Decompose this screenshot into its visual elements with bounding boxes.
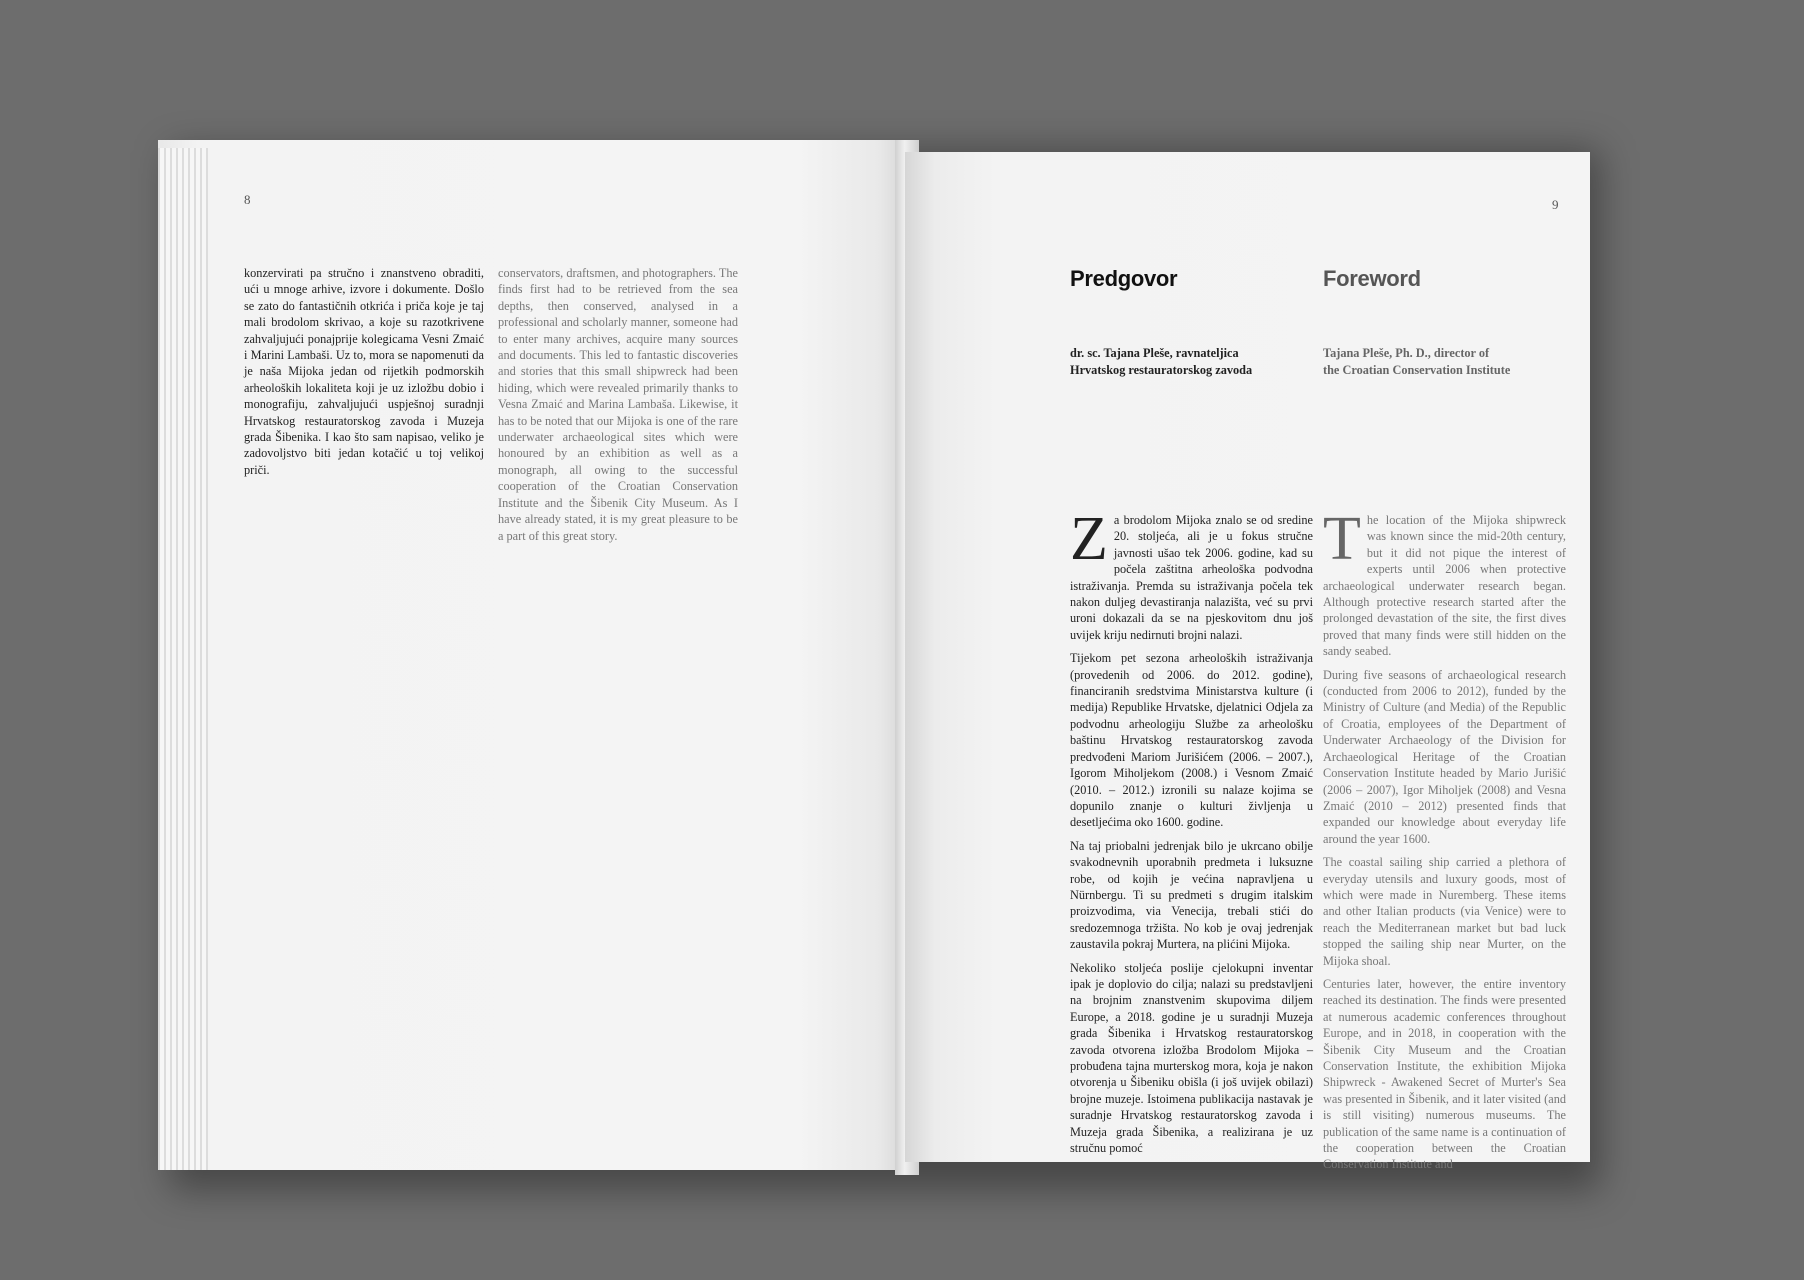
- hr-paragraph-3: Na taj priobalni jedrenjak bilo je ukrcano obilje svakodnevnih uporabnih predmeta i luksuzne robe, od kojih je većina napravljena u Nürnbergu. Ti su predmeti s drugim italskim proizvodima, via Venecija, trebali stići do sredozemnoga tržišta. No kob je ovaj jedrenjak zaustavila pokraj Murtera, na plićini Mijoka.: [1070, 838, 1313, 952]
- en-paragraph-1: [1323, 505, 1566, 660]
- author-english: [1323, 345, 1568, 379]
- hr-paragraph-2: Tijekom pet sezona arheoloških istraživanja (provedenih od 2006. do 2012. godine), financiranih sredstvima Ministarstva kulture (i medija) Republike Hrvatske, djelatnici Odjela za podvodnu arheologiju Službe za arheološku baštinu Hrvatskog restauratorskog zavoda predvođeni Mariom Jurišićem (2006. – 2007.), Igorom Miholjekom (2008.) i Vesnom Zmaić (2010. – 2012.) izronili su nalaze kojima se dopunilo znanje o kulturi življenja u desetljećima oko 1600. godine.: [1070, 651, 1313, 830]
- left-page: [158, 140, 903, 1170]
- dropcap-z: Z: [1070, 505, 1108, 573]
- author-hr-line2: Hrvatskog restauratorskog zavoda: [1070, 363, 1253, 377]
- en-paragraph-1-text: he location of the Mijoka shipwreck was known since the mid-20th century, but it did not pique the interest of experts until 2006 when protective archaeological underwater research began. Although protective research started after the prolonged devastation of the site, the first dives proved that many finds were still hidden on the sandy seabed.: [1323, 513, 1566, 659]
- page-number-right: 9: [1552, 197, 1559, 212]
- body-column-english: [1323, 505, 1566, 1180]
- hr-paragraph-1: [1070, 505, 1313, 643]
- heading-predgovor: Predgovor: [1070, 266, 1178, 291]
- author-en-line1: Tajana Pleše, Ph. D., director of: [1323, 346, 1490, 360]
- right-page: [905, 152, 1590, 1172]
- hr-paragraph-4: Nekoliko stoljeća poslije cjelokupni inventar ipak je doplovio do cilja; nalazi su predstavljeni na brojnim znanstvenim skupovima diljem Europe, a 2018. godine je u suradnji Muzeja grada Šibenika i Hrvatskog restauratorskog zavoda otvorena izložba Brodolom Mijoka – probuđena tajna murterskog mora, koja je nakon otvorenja u Šibeniku obišla (i još uvijek obilazi) brojne muzeje. Istoimena publikacija nastavak je suradnje Hrvatskog restauratorskog zavoda i Muzeja grada Šibenika, a realizirana je uz stručnu pomoć: [1070, 960, 1313, 1156]
- left-column-english: [498, 265, 738, 551]
- left-col2-paragraph: conservators, draftsmen, and photographers. The finds first had to be retrieved from the sea depths, then conserved, analysed in a professional and scholarly manner, someone had to enter many archives, acquire many sources and documents. This led to fantastic discoveries and stories that this small shipwreck had been hiding, which were revealed primarily thanks to Vesna Zmaić and Marina Lambaša. Likewise, it has to be noted that our Mijoka is one of the rare underwater archaeological sites which were honoured by an exhibition as well as a monograph, all owing to the successful cooperation of the Croatian Conservation Institute and the Šibenik City Museum. As I have already stated, it is my great pleasure to be a part of this great story.: [498, 266, 738, 543]
- page-number-left: 8: [244, 192, 251, 207]
- left-column-croatian: [244, 265, 484, 485]
- en-paragraph-2: During five seasons of archaeological research (conducted from 2006 to 2012), funded by the Ministry of Culture (and Media) of the Republic of Croatia, employees of the Department of Underwater Archaeology of the Division for Archaeological Heritage of the Croatian Conservation Institute headed by Mario Jurišić (2006 – 2007), Igor Miholjek (2008) and Vesna Zmaić (2010 – 2012) presented finds that expanded our knowledge about everyday life around the year 1600.: [1323, 667, 1566, 846]
- heading-foreword: Foreword: [1323, 266, 1421, 291]
- author-en-line2: the Croatian Conservation Institute: [1323, 363, 1511, 377]
- left-col1-paragraph: konzervirati pa stručno i znanstveno obraditi, ući u mnoge arhive, izvore i dokumente. Došlo se zato do fantastičnih otkrića i priča koje je taj mali brodolom skrivao, a koje su razotkrivene zahvaljujući ponajprije kolegicama Vesni Zmaić i Marini Lambaši. Uz to, mora se napomenuti da je naša Mijoka jedan od rijetkih podmorskih arheoloških lokaliteta koji je uz izložbu dobio i monografiju, zahvaljujući uspješnoj suradnji Hrvatskog restauratorskog zavoda i Muzeja grada Šibenika. I kao što sam napisao, veliko je zadovoljstvo biti jedan kotačić u toj velikoj priči.: [244, 266, 484, 477]
- page-edges: [158, 148, 208, 1170]
- body-column-croatian: [1070, 505, 1313, 1163]
- dropcap-t: T: [1323, 505, 1361, 573]
- en-paragraph-3: The coastal sailing ship carried a plethora of everyday utensils and luxury goods, most of which were made in Nuremberg. These items and other Italian products (via Venice) were to reach the Mediterranean market but bad luck stopped the sailing ship near Murter, on the Mijoka shoal.: [1323, 855, 1566, 968]
- author-hr-line1: dr. sc. Tajana Pleše, ravnateljica: [1070, 346, 1239, 360]
- author-croatian: [1070, 345, 1315, 379]
- en-paragraph-4: Centuries later, however, the entire inventory reached its destination. The finds were presented at numerous academic conferences throughout Europe, and in 2018, in cooperation with the Šibenik City Museum and the Croatian Conservation Institute, the exhibition Mijoka Shipwreck - Awakened Secret of Murter's Sea was presented in Šibenik, and it later visited (and is still visiting) numerous museums. The publication of the same name is a continuation of the cooperation between the Croatian Conservation Institute and: [1323, 976, 1566, 1172]
- hr-paragraph-1-text: a brodolom Mijoka znalo se od sredine 20. stoljeća, ali je u fokus stručne javnosti ušao tek 2006. godine, kad su počela zaštitna arheološka podvodna istraživanja. Premda su istraživanja počela tek nakon duljeg devastiranja nalazišta, već su prvi uroni dokazali da se na pjeskovitom dnu još uvijek kriju nedirnuti brojni nalazi.: [1070, 513, 1313, 642]
